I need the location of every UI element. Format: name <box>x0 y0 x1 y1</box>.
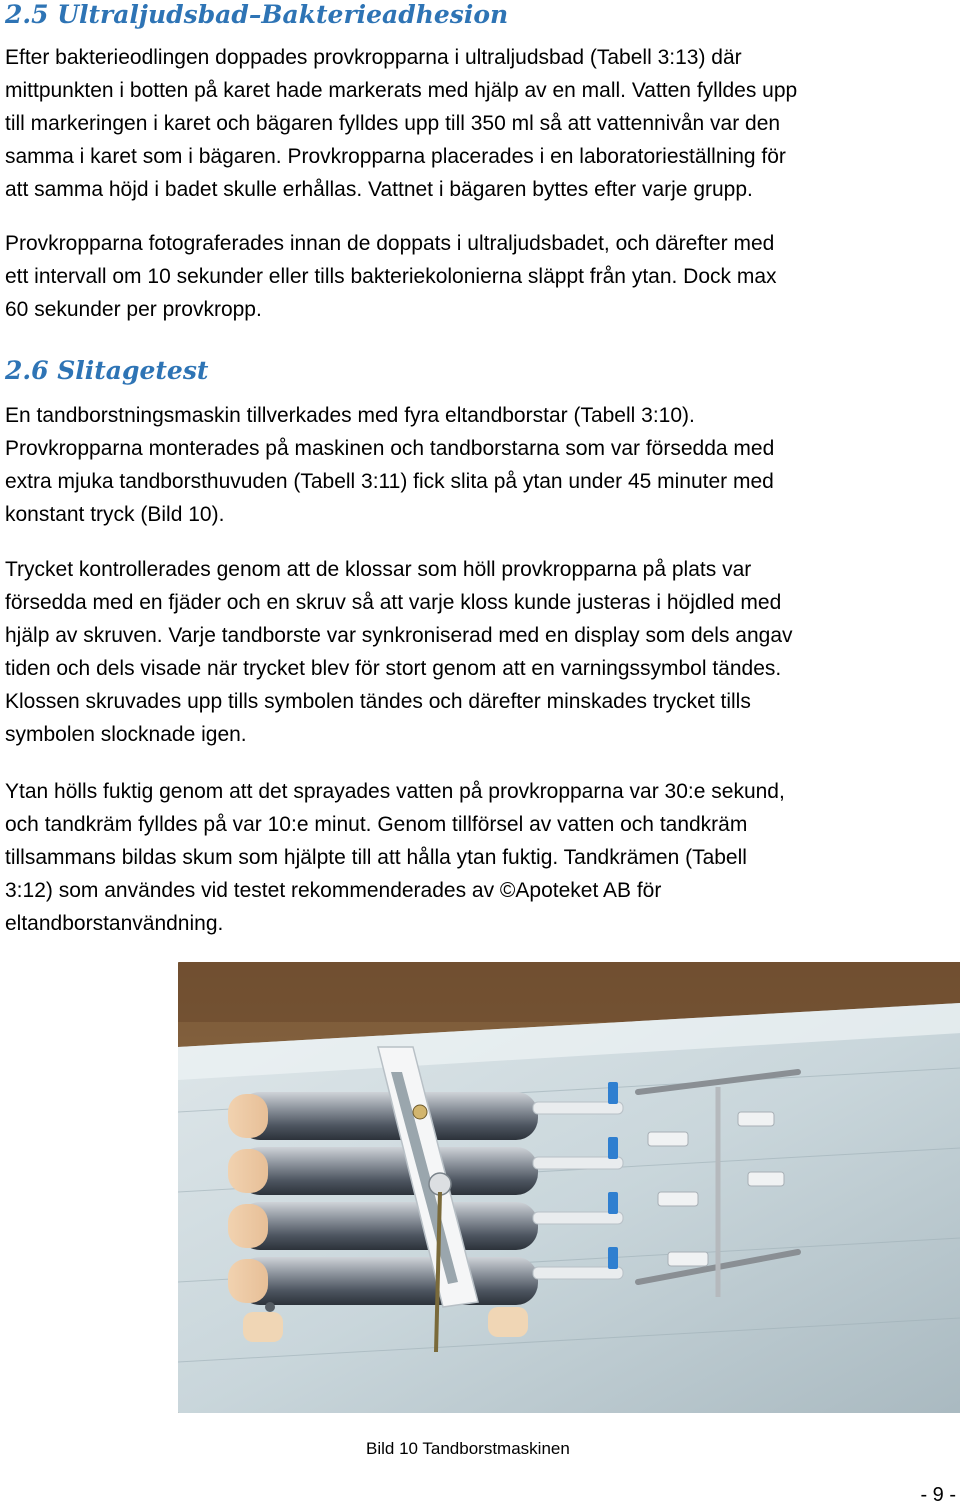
text-line: Efter bakterieodlingen doppades provkropparna i ultraljudsbad (Tabell 3:13) där <box>5 46 742 69</box>
text-line: till markeringen i karet och bägaren fylldes upp till 350 ml så att vattennivån var den <box>5 112 781 135</box>
text-line: försedda med en fjäder och en skruv så att varje kloss kunde justeras i höjdled med <box>5 591 782 614</box>
text-line: tiden och dels visade när trycket blev för stort genom att en varningssymbol tändes. <box>5 657 782 680</box>
text-line: Ytan hölls fuktig genom att det sprayades vatten på provkropparna var 30:e sekund, <box>5 780 785 803</box>
text-line: och tandkräm fylldes på var 10:e minut. Genom tillförsel av vatten och tandkräm <box>5 813 748 836</box>
text-line: 3:12) som användes vid testet rekommenderades av ©Apoteket AB för <box>5 879 662 902</box>
figure-caption: Bild 10 Tandborstmaskinen <box>366 1439 570 1458</box>
paragraph-pressure-control <box>5 553 955 751</box>
text-line: symbolen slocknade igen. <box>5 723 247 746</box>
text-line: Trycket kontrollerades genom att de klossar som höll provkropparna på plats var <box>5 558 752 581</box>
paragraph-moisture <box>5 775 955 940</box>
text-line: att samma höjd i badet skulle erhållas. Vattnet i bägaren byttes efter varje grupp. <box>5 178 753 201</box>
text-line: En tandborstningsmaskin tillverkades med fyra eltandborstar (Tabell 3:10). <box>5 404 695 427</box>
text-line: Provkropparna monterades på maskinen och tandborstarna som var försedda med <box>5 437 775 460</box>
section-heading-2-6: 2.6 Slitagetest <box>5 356 209 385</box>
page-number: - 9 - <box>920 1484 956 1506</box>
paragraph-photography <box>5 227 955 326</box>
toothbrush-machine-photo <box>178 962 960 1413</box>
text-line: Provkropparna fotograferades innan de doppats i ultraljudsbadet, och därefter med <box>5 232 775 255</box>
paragraph-wear-test-setup <box>5 399 955 531</box>
text-line: mittpunkten i botten på karet hade markerats med hjälp av en mall. Vatten fylldes upp <box>5 79 798 102</box>
text-line: ett intervall om 10 sekunder eller tills bakteriekolonierna släppt från ytan. Dock max <box>5 265 777 288</box>
text-line: 60 sekunder per provkropp. <box>5 298 262 321</box>
paragraph-ultrasound-procedure <box>5 41 955 206</box>
text-line: konstant tryck (Bild 10). <box>5 503 225 526</box>
text-line: samma i karet som i bägaren. Provkropparna placerades i en laboratorieställning för <box>5 145 786 168</box>
section-heading-2-5: 2.5 Ultraljudsbad–Bakterieadhesion <box>5 0 509 29</box>
text-line: extra mjuka tandborsthuvuden (Tabell 3:11) fick slita på ytan under 45 minuter med <box>5 470 774 493</box>
text-line: eltandborstanvändning. <box>5 912 224 935</box>
text-line: hjälp av skruven. Varje tandborste var synkroniserad med en display som dels angav <box>5 624 793 647</box>
text-line: tillsammans bildas skum som hjälpte till att hålla ytan fuktig. Tandkrämen (Tabell <box>5 846 747 869</box>
text-line: Klossen skruvades upp tills symbolen tändes och därefter minskades trycket tills <box>5 690 751 713</box>
